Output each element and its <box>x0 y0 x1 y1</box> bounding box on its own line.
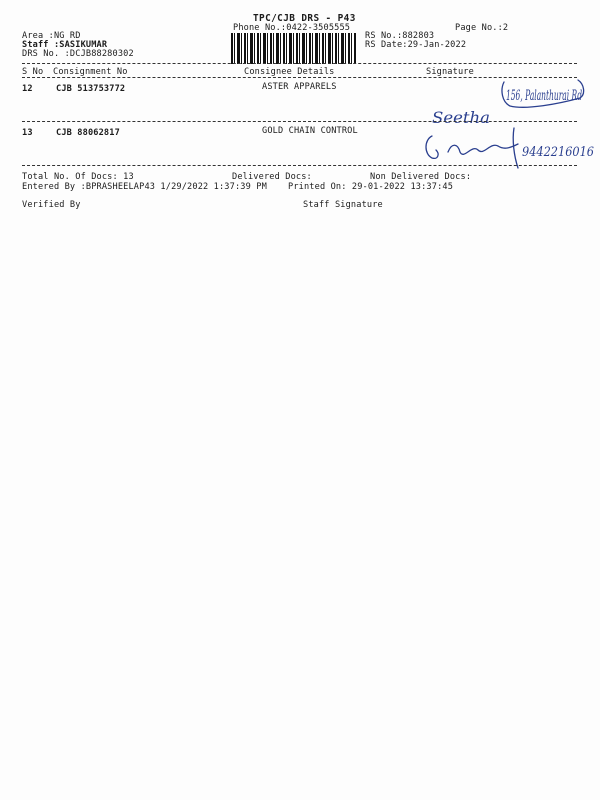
total-docs: Total No. Of Docs: 13 <box>22 172 134 182</box>
staff-label: Staff :SASIKUMAR <box>22 40 108 50</box>
entered-by: Entered By :BPRASHEELAP43 1/29/2022 1:37:39 PM <box>22 182 267 192</box>
column-header-consignment: Consignment No <box>53 67 128 77</box>
verified-by-label: Verified By <box>22 200 81 210</box>
svg-text:Seetha: Seetha <box>432 108 490 127</box>
divider <box>22 165 577 166</box>
rs-number: RS No.:882803 <box>365 31 435 41</box>
handwritten-address <box>498 68 588 112</box>
row-consignment: CJB 88062817 <box>56 128 120 138</box>
handwritten-phone-number <box>520 140 600 186</box>
divider <box>22 121 577 122</box>
column-header-signature: Signature <box>426 67 474 77</box>
phone-number: Phone No.:0422-3505555 <box>233 23 351 33</box>
document-title: TPC/CJB DRS - P43 <box>253 13 356 24</box>
svg-text:9442216016: 9442216016 <box>522 145 594 160</box>
printed-on: Printed On: 29-01-2022 13:37:45 <box>288 182 454 192</box>
barcode <box>231 33 356 64</box>
page-number: Page No.:2 <box>455 23 509 33</box>
column-header-consignee: Consignee Details <box>244 67 335 77</box>
staff-signature-label: Staff Signature <box>303 200 383 210</box>
divider <box>22 77 577 78</box>
row-sno: 13 <box>22 128 33 138</box>
drs-number: DRS No. :DCJB88280302 <box>22 49 134 59</box>
area-label: Area :NG RD <box>22 31 81 41</box>
svg-text:156, Palanthurai Rd: 156, Palanthurai Rd <box>506 88 583 104</box>
non-delivered-docs: Non Delivered Docs: <box>370 172 472 182</box>
rs-date: RS Date:29-Jan-2022 <box>365 40 467 50</box>
row-sno: 12 <box>22 84 33 94</box>
divider <box>22 63 577 64</box>
row-consignee: GOLD CHAIN CONTROL <box>262 126 358 136</box>
row-consignee: ASTER APPARELS <box>262 82 337 92</box>
row-consignment: CJB 513753772 <box>56 84 126 94</box>
column-header-sno: S No <box>22 67 44 77</box>
delivered-docs: Delivered Docs: <box>232 172 312 182</box>
